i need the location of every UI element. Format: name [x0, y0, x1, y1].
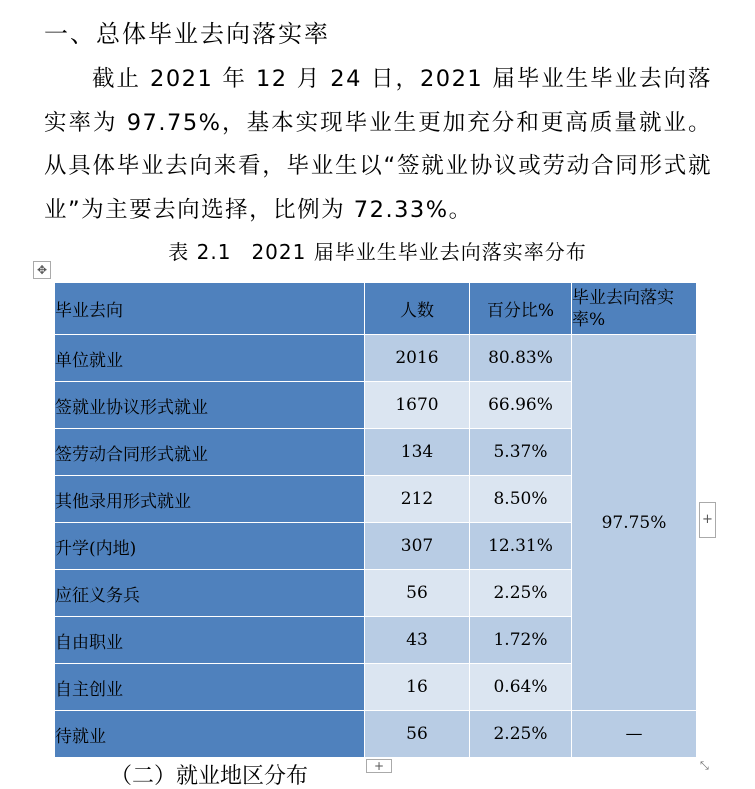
row-percent: 8.50%: [470, 476, 572, 523]
row-count: 56: [365, 711, 470, 758]
row-count: 134: [365, 429, 470, 476]
row-label: 单位就业: [55, 335, 365, 382]
graduate-destination-table: [54, 282, 697, 758]
row-percent: 2.25%: [470, 711, 572, 758]
row-label: 签劳动合同形式就业: [55, 429, 365, 476]
row-percent: 0.64%: [470, 664, 572, 711]
section-heading: 一、总体毕业去向落实率: [44, 20, 330, 48]
row-percent: 2.25%: [470, 570, 572, 617]
row-label: 待就业: [55, 711, 365, 758]
row-count: 56: [365, 570, 470, 617]
row-label: 签就业协议形式就业: [55, 382, 365, 429]
header-destination: 毕业去向: [55, 283, 365, 335]
row-count: 307: [365, 523, 470, 570]
add-row-plus-icon[interactable]: +: [366, 759, 392, 773]
row-label: 升学(内地): [55, 523, 365, 570]
row-label: 自主创业: [55, 664, 365, 711]
move-arrows-icon[interactable]: ✥: [33, 261, 51, 279]
row-percent: 1.72%: [470, 617, 572, 664]
row-count: 212: [365, 476, 470, 523]
row-label: 应征义务兵: [55, 570, 365, 617]
table-caption: [0, 236, 755, 265]
overall-rate-cell: 97.75%: [572, 335, 697, 711]
row-count: 2016: [365, 335, 470, 382]
row-percent: 12.31%: [470, 523, 572, 570]
row-count: 16: [365, 664, 470, 711]
resize-corner-icon[interactable]: ⤡: [700, 759, 709, 772]
table-title: 2021 届毕业生毕业去向落实率分布: [251, 240, 587, 264]
header-rate: 毕业去向落实率%: [572, 283, 697, 335]
body-paragraph: 截止 2021 年 12 月 24 日，2021 届毕业生毕业去向落实率为 97.75%，基本实现毕业生更加充分和更高质量就业。从具体毕业去向来看，毕业生以“签就业协议或劳动合同形式就业”为主要去向选择，比例为 72.33%。: [44, 66, 712, 223]
row-percent: 80.83%: [470, 335, 572, 382]
row-label: 其他录用形式就业: [55, 476, 365, 523]
row-count: 43: [365, 617, 470, 664]
unemployed-rate-cell: —: [572, 711, 697, 758]
row-percent: 5.37%: [470, 429, 572, 476]
header-count: 人数: [365, 283, 470, 335]
table-header-row: [55, 283, 697, 335]
table-row: [55, 711, 697, 758]
add-column-plus-icon[interactable]: +: [699, 502, 716, 538]
row-count: 1670: [365, 382, 470, 429]
next-section-heading: （二）就业地区分布: [110, 764, 309, 789]
header-percent: 百分比%: [470, 283, 572, 335]
row-percent: 66.96%: [470, 382, 572, 429]
table-row: [55, 335, 697, 382]
row-label: 自由职业: [55, 617, 365, 664]
table-number: 表 2.1: [168, 240, 232, 264]
